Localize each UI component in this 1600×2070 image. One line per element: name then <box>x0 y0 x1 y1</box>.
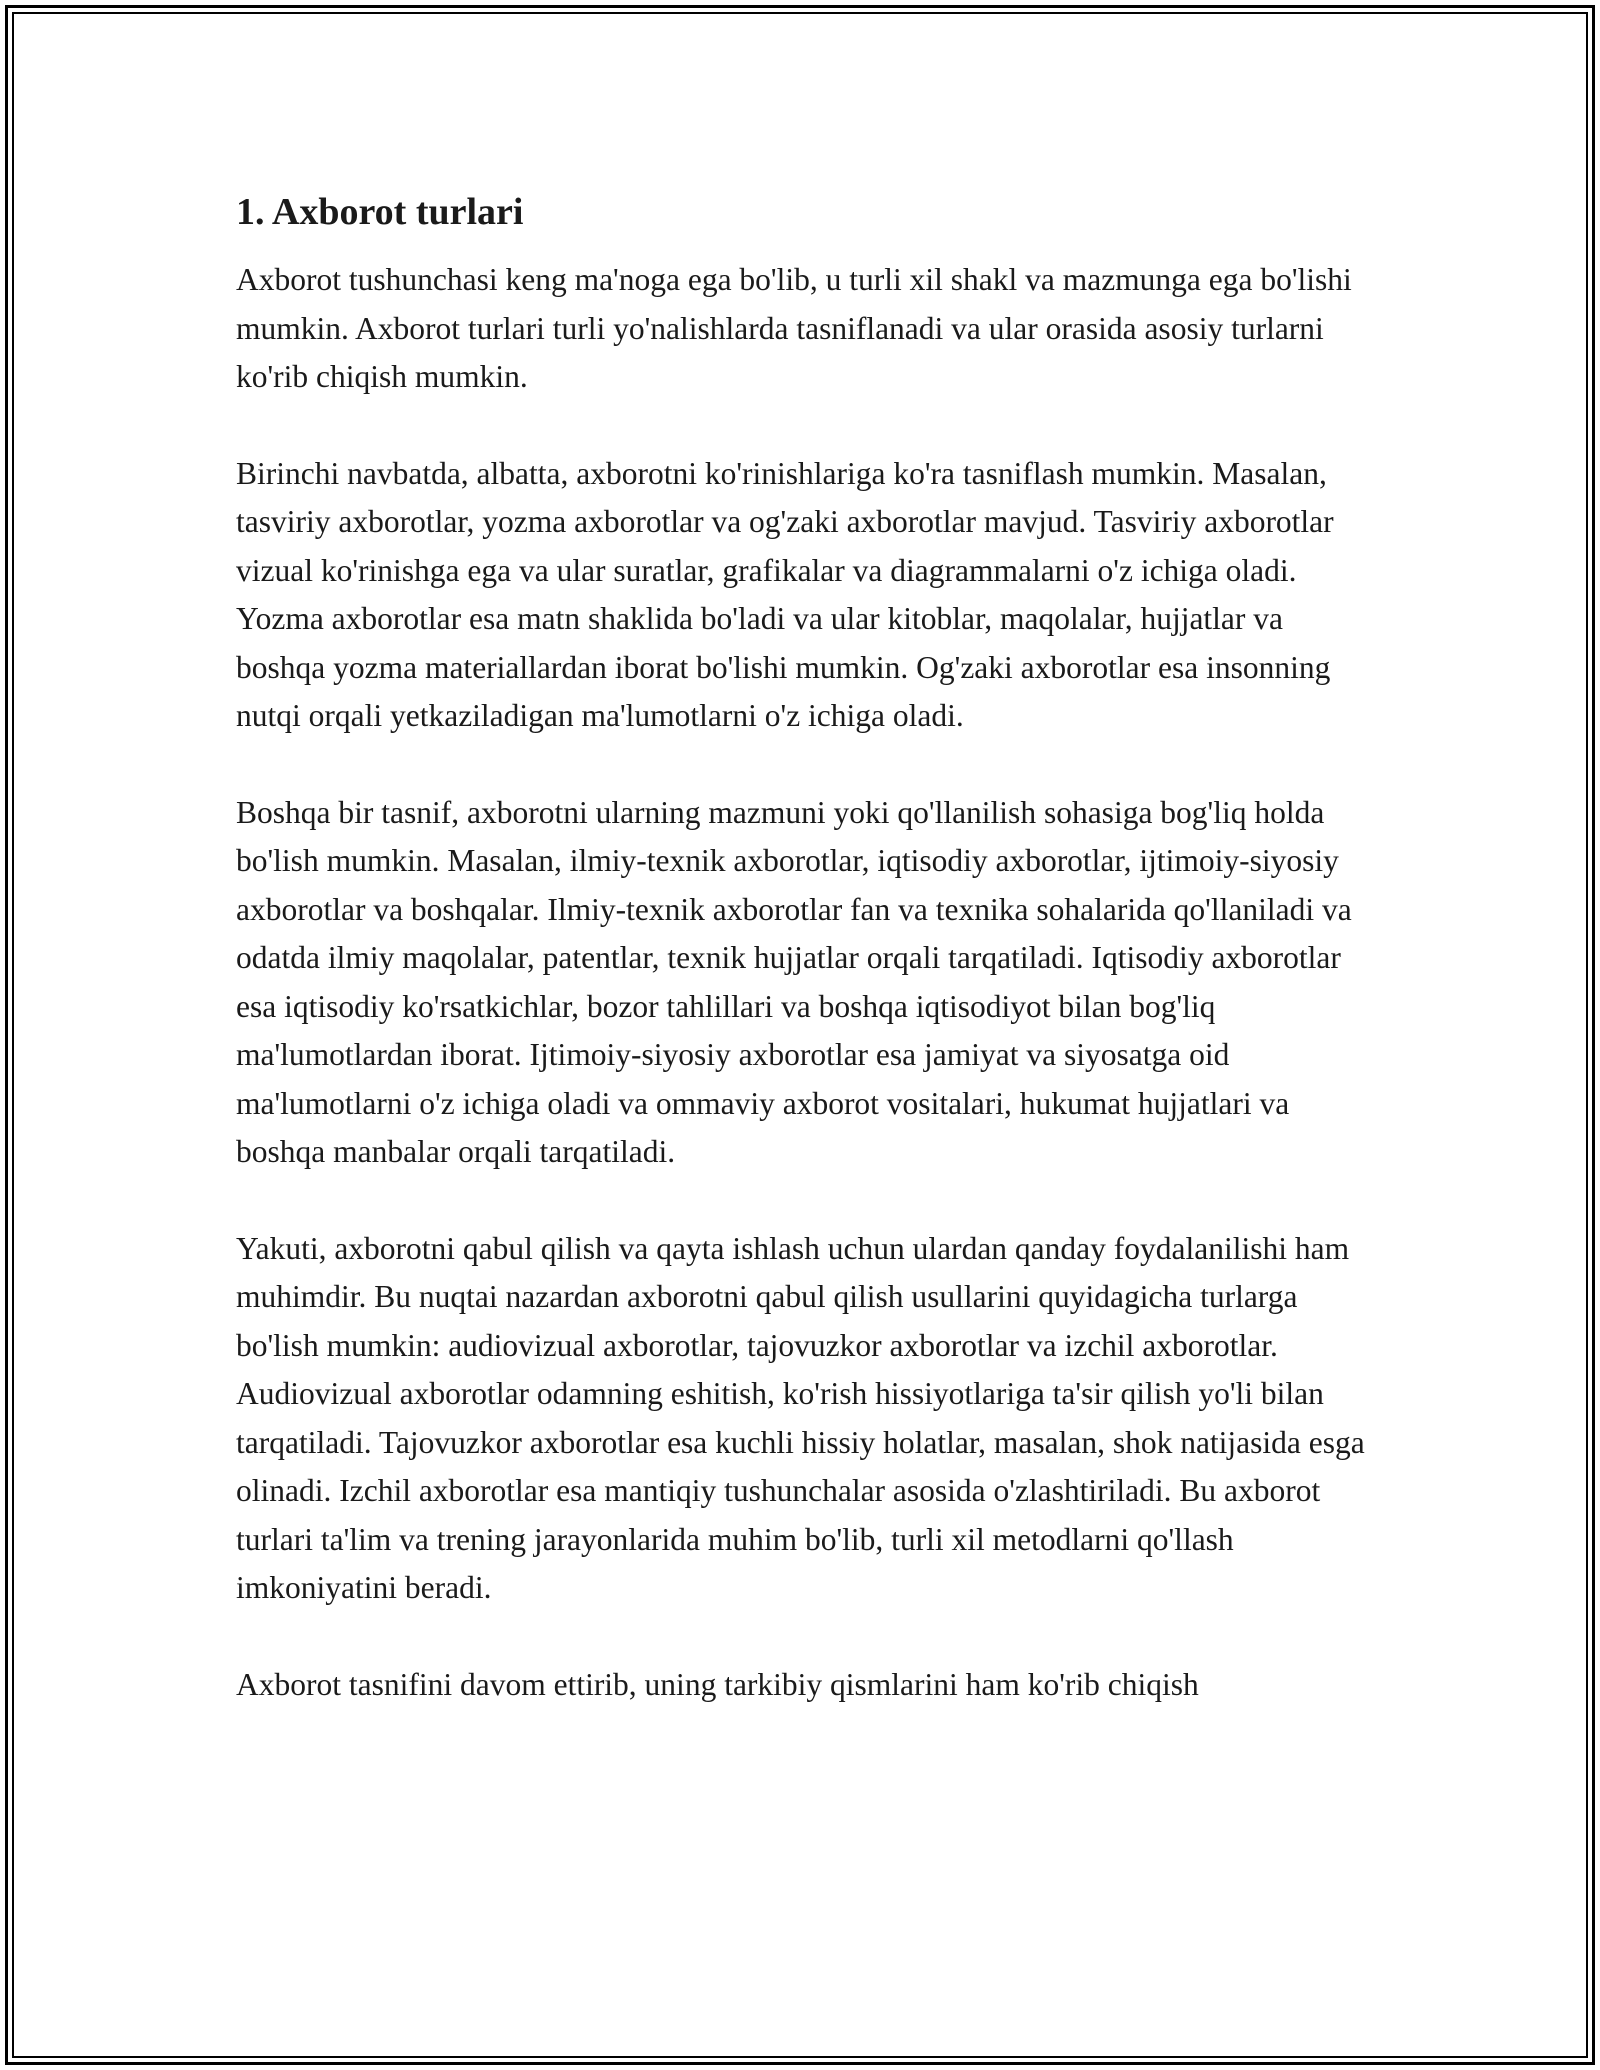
paragraph-2: Birinchi navbatda, albatta, axborotni ko'rinishlariga ko'ra tasniflash mumkin. Masalan, tasviriy axborotlar, yozma axborotlar va og'zaki axborotlar mavjud. Tasviriy axborotlar vizual ko'rinishga ega va ular suratlar, grafikalar va diagrammalarni o'z ichiga oladi. Yozma axborotlar esa matn shaklida bo'ladi va ular kitoblar, maqolalar, hujjatlar va boshqa yozma materiallardan iborat bo'lishi mumkin. Og'zaki axborotlar esa insonning nutqi orqali yetkaziladigan ma'lumotlarni o'z ichiga oladi. <box>236 455 1334 733</box>
paragraph-3: Boshqa bir tasnif, axborotni ularning mazmuni yoki qo'llanilish sohasiga bog'liq holda bo'lish mumkin. Masalan, ilmiy-texnik axborotlar, iqtisodiy axborotlar, ijtimoiy-siyosiy axborotlar va boshqalar. Ilmiy-texnik axborotlar fan va texnika sohalarida qo'llaniladi va odatda ilmiy maqolalar, patentlar, texnik hujjatlar orqali tarqatiladi. Iqtisodiy axborotlar esa iqtisodiy ko'rsatkichlar, bozor tahlillari va boshqa iqtisodiyot bilan bog'liq ma'lumotlardan iborat. Ijtimoiy-siyosiy axborotlar esa jamiyat va siyosatga oid ma'lumotlarni o'z ichiga oladi va ommaviy axborot vositalari, hukumat hujjatlari va boshqa manbalar orqali tarqatiladi. <box>236 794 1352 1169</box>
section-heading: 1. Axborot turlari <box>236 191 524 233</box>
paragraph-5: Axborot tasnifini davom ettirib, uning tarkibiy qismlarini ham ko'rib chiqish <box>236 1666 1199 1702</box>
document-body <box>236 186 1376 1757</box>
paragraph-1: Axborot tushunchasi keng ma'noga ega bo'lib, u turli xil shakl va mazmunga ega bo'lishi mumkin. Axborot turlari turli yo'nalishlarda tasniflanadi va ular orasida asosiy turlarni ko'rib chiqish mumkin. <box>236 262 1352 394</box>
paragraph-4: Yakuti, axborotni qabul qilish va qayta ishlash uchun ulardan qanday foydalanilishi ham muhimdir. Bu nuqtai nazardan axborotni qabul qilish usullarini quyidagicha turlarga bo'lish mumkin: audiovizual axborotlar, tajovuzkor axborotlar va izchil axborotlar. Audiovizual axborotlar odamning eshitish, ko'rish hissiyotlariga ta'sir qilish yo'li bilan tarqatiladi. Tajovuzkor axborotlar esa kuchli hissiy holatlar, masalan, shok natijasida esga olinadi. Izchil axborotlar esa mantiqiy tushunchalar asosida o'zlashtiriladi. Bu axborot turlari ta'lim va trening jarayonlarida muhim bo'lib, turli xil metodlarni qo'llash imkoniyatini beradi. <box>236 1230 1365 1605</box>
